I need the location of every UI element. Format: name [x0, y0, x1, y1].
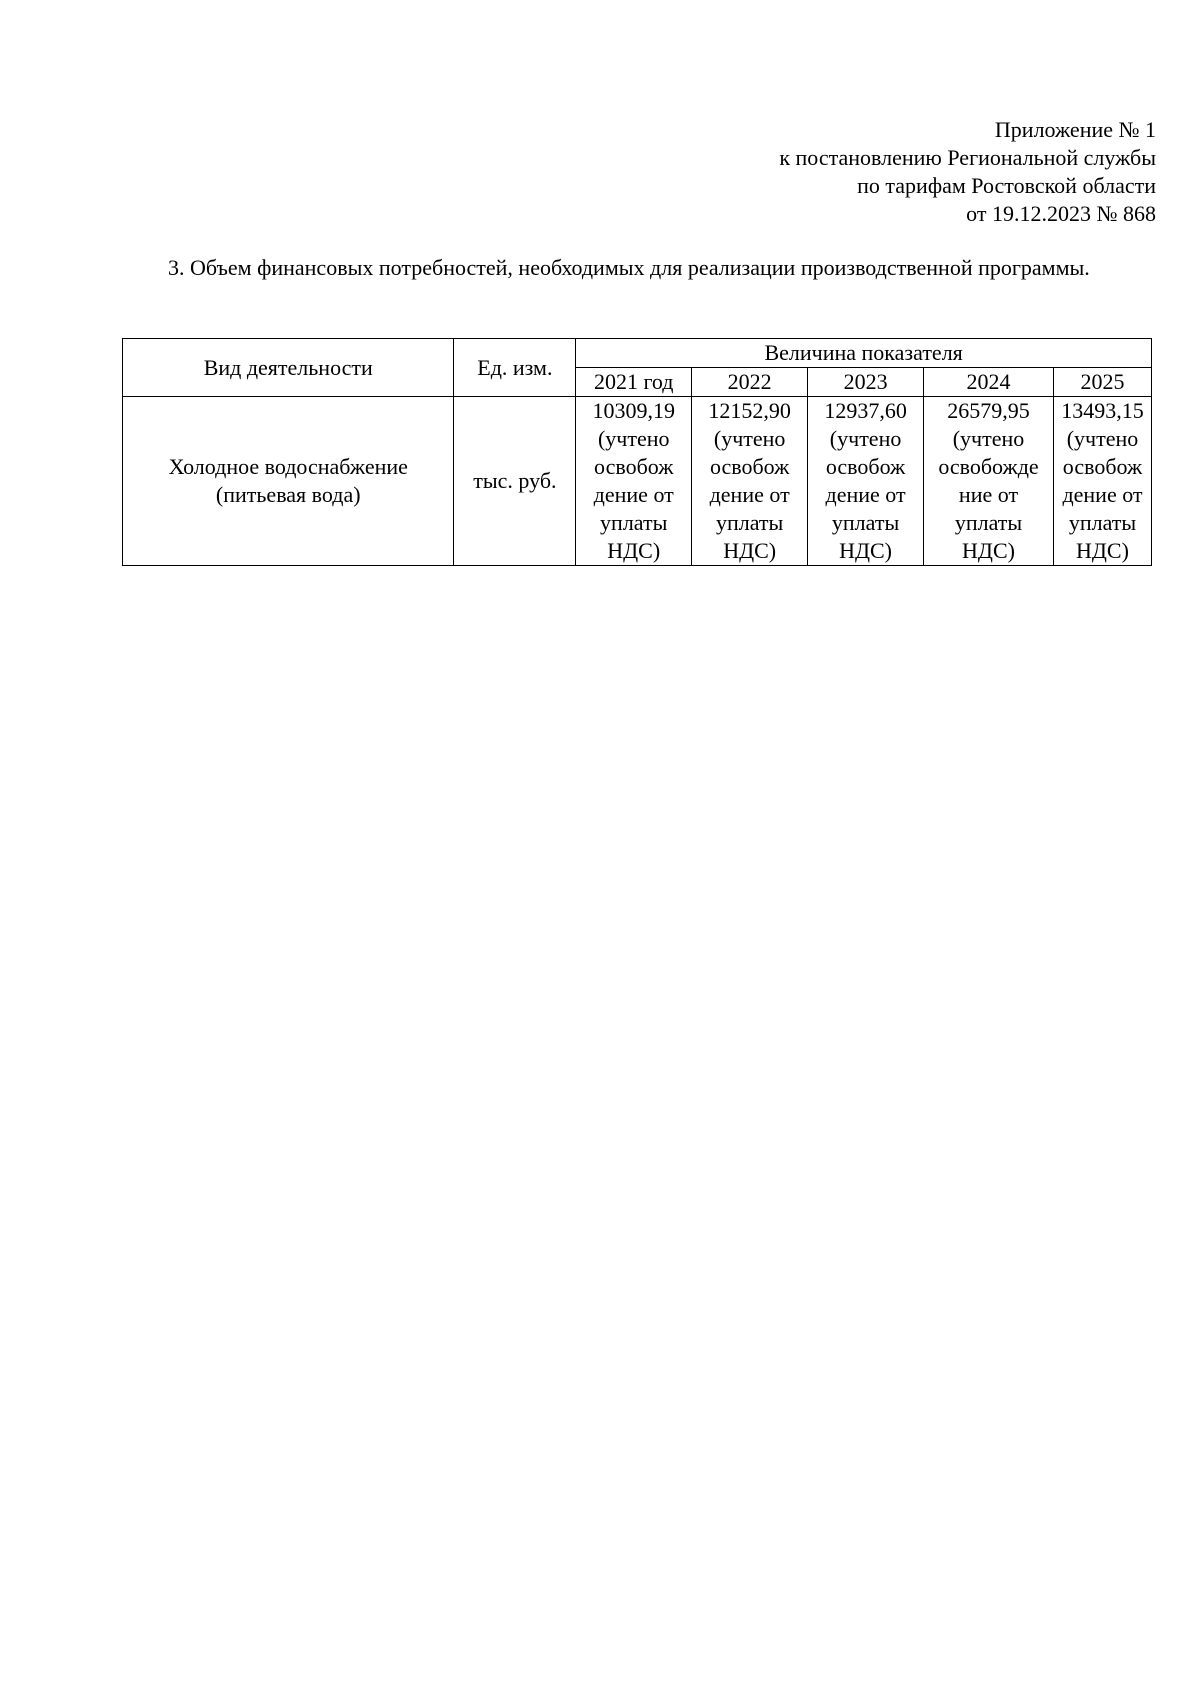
value-cell-2024: 26579,95 (учтено освобожде ние от уплаты НДС): [924, 397, 1054, 566]
header-unit: Ед. изм.: [454, 339, 576, 397]
value-cell-2021: 10309,19 (учтено освобож дение от уплаты НДС): [576, 397, 692, 566]
attachment-date-line: от 19.12.2023 № 868: [966, 201, 1156, 226]
table-row: [123, 397, 1152, 566]
year-2023: 2023: [808, 368, 924, 397]
header-activity: Вид деятельности: [123, 339, 454, 397]
value-cell-2023: 12937,60 (учтено освобож дение от уплаты НДС): [808, 397, 924, 566]
value-cell-2025: 13493,15 (учтено освобож дение от уплаты НДС): [1053, 397, 1151, 566]
attachment-number: Приложение № 1: [994, 117, 1156, 142]
section-paragraph: 3. Объем финансовых потребностей, необходимых для реализации производственной программы.: [168, 255, 1090, 280]
year-2021: 2021 год: [576, 368, 692, 397]
financial-needs-table: [122, 338, 1152, 566]
attachment-authority-line: по тарифам Ростовской области: [857, 173, 1156, 198]
year-2022: 2022: [692, 368, 808, 397]
table-header-row: [123, 339, 1152, 368]
attachment-header: [779, 116, 1156, 228]
value-cell-2022: 12152,90 (учтено освобож дение от уплаты НДС): [692, 397, 808, 566]
attachment-resolution-line: к постановлению Региональной службы: [779, 145, 1156, 170]
year-2025: 2025: [1053, 368, 1151, 397]
year-2024: 2024: [924, 368, 1054, 397]
activity-cell: Холодное водоснабжение (питьевая вода): [123, 397, 454, 566]
unit-cell: тыс. руб.: [454, 397, 576, 566]
header-value: Величина показателя: [576, 339, 1152, 368]
